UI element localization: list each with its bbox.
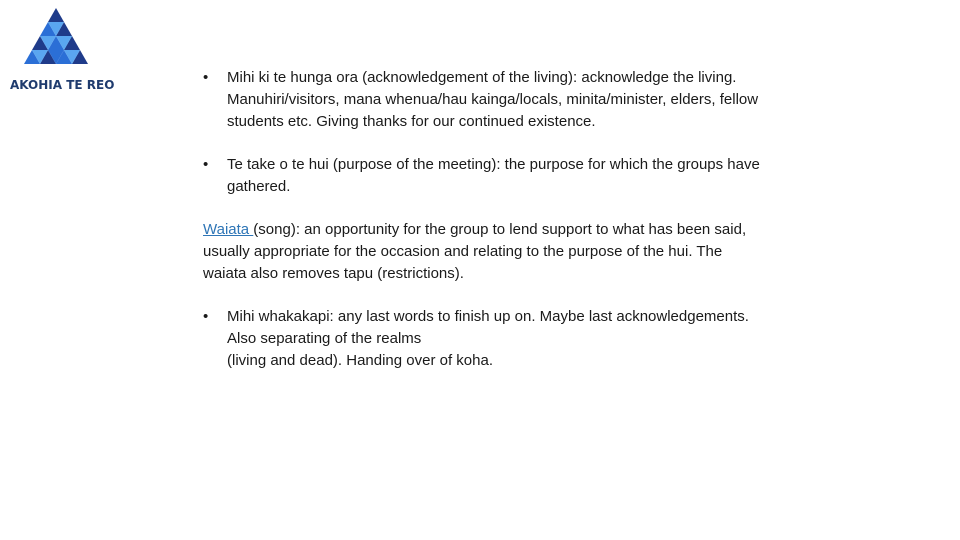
logo-text: AKOHIA TE REO — [10, 78, 115, 92]
waiata-link[interactable]: Waiata — [203, 221, 254, 238]
item-description-continued: (living and dead). Handing over of koha. — [227, 352, 494, 369]
waiata-term: (song): — [253, 221, 300, 238]
bullet-marker: • — [203, 308, 209, 325]
waiata-paragraph — [203, 219, 763, 285]
item-description: acknowledge the living. Manuhiri/visitors, mana whenua/hau kainga/locals, minita/minister, elders, fellow students etc. Giving thanks for our continued existence. — [227, 69, 759, 130]
logo — [6, 4, 115, 94]
notes-content — [203, 67, 763, 372]
list-item — [203, 306, 763, 372]
item-term: Te take o te hui (purpose of the meeting): — [227, 156, 501, 173]
waiata-description: an opportunity for the group to lend support to what has been said, usually appropriate for the occasion and relating to the purpose of the hui. The waiata also removes tapu (restrictions). — [203, 221, 747, 282]
bullet-marker: • — [203, 69, 209, 86]
item-description: the purpose for which the groups have gathered. — [227, 156, 760, 195]
item-term: Mihi ki te hunga ora (acknowledgement of the living): — [227, 69, 578, 86]
bullet-marker: • — [203, 156, 209, 173]
triangle-logo-icon — [16, 6, 96, 72]
list-item — [203, 154, 763, 198]
item-description: any last words to finish up on. Maybe last acknowledgements. Also separating of the realms — [227, 308, 749, 347]
item-term: Mihi whakakapi: — [227, 308, 334, 325]
list-item — [203, 67, 763, 133]
